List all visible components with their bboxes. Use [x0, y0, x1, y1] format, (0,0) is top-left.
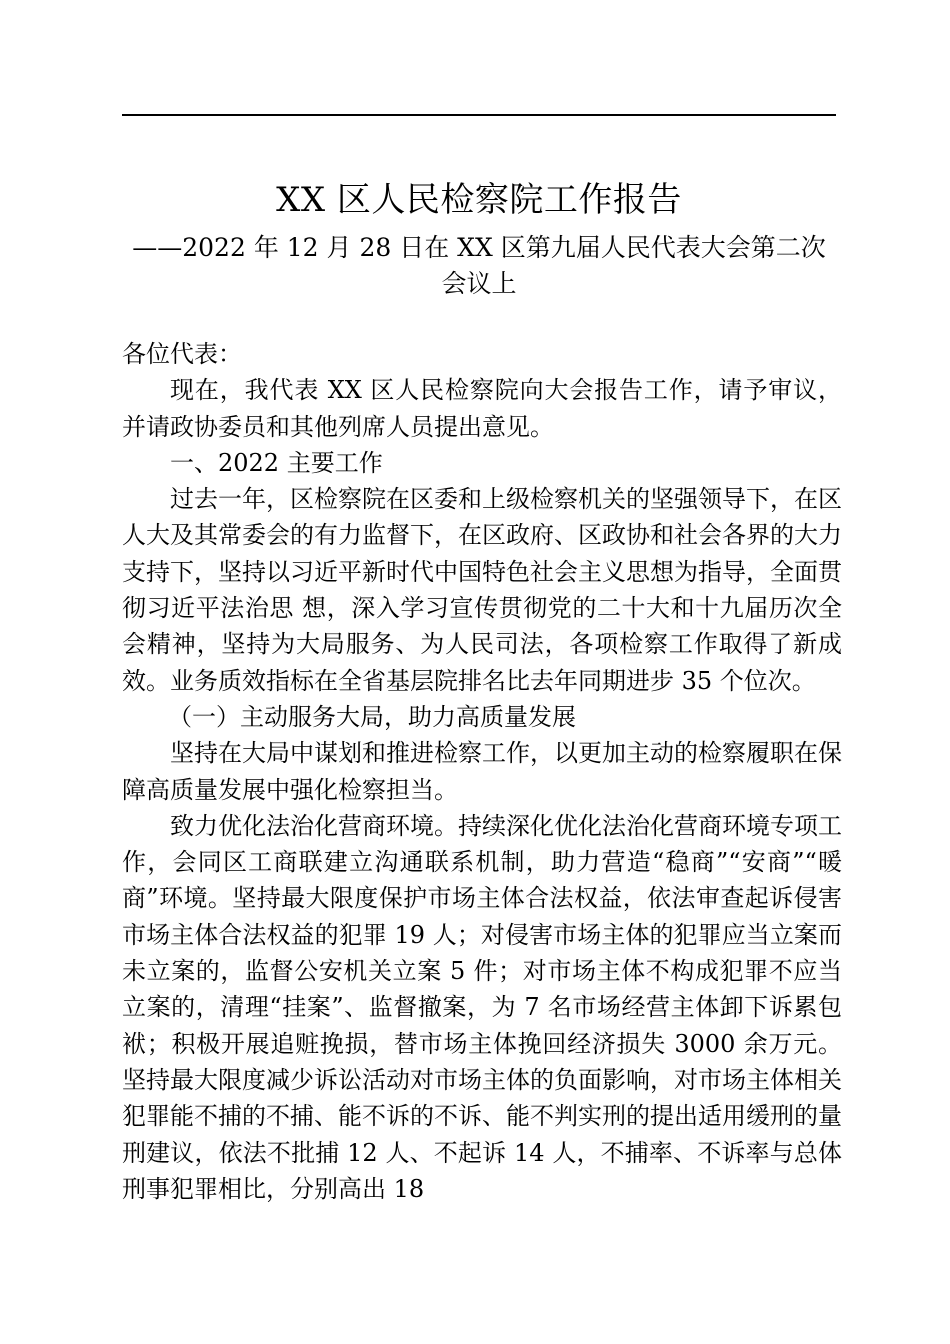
document-subtitle: ——2022 年 12 月 28 日在 XX 区第九届人民代表大会第二次会议上: [132, 233, 826, 298]
paragraph-overview: 过去一年，区检察院在区委和上级检察机关的坚强领导下，在区人大及其常委会的有力监督下，在区政府、区政协和社会各界的大力支持下，坚持以习近平新时代中国特色社会主义思想为指导，全面贯彻习近平法治思 想，深入学习宣传贯彻党的二十大和十九届历次全会精神，坚持为大局服务、为人民司法，各项检察工作取得了新成效。业务质效指标在全省基层院排名比去年同期进步 35 个位次。: [122, 485, 842, 695]
header-rule: [122, 114, 836, 116]
paragraph-intro: 现在，我代表 XX 区人民检察院向大会报告工作，请予审议，并请政协委员和其他列席人员提出意见。: [122, 376, 842, 441]
document-body: [122, 336, 842, 1207]
salutation: 各位代表：: [122, 340, 242, 368]
paragraph-service: 坚持在大局中谋划和推进检察工作，以更加主动的检察履职在保障高质量发展中强化检察担当。: [122, 739, 842, 804]
section-heading: 一、2022 主要工作: [170, 448, 383, 477]
paragraph-business-environment: 致力优化法治化营商环境。持续深化优化法治化营商环境专项工作，会同区工商联建立沟通联系机制，助力营造“稳商”“安商”“暖商”环境。坚持最大限度保护市场主体合法权益，依法审查起诉侵害市场主体合法权益的犯罪 19 人；对侵害市场主体的犯罪应当立案而未立案的，监督公安机关立案 5 件；对市场主体不构成犯罪不应当立案的，清理“挂案”、监督撤案，为 7 名市场经营主体卸下诉累包袱；积极开展追赃挽损，替市场主体挽回经济损失 3000 余万元。坚持最大限度减少诉讼活动对市场主体的负面影响，对市场主体相关犯罪能不捕的不捕、能不诉的不诉、能不判实刑的提出适用缓刑的量刑建议，依法不批捕 12 人、不起诉 14 人，不捕率、不诉率与总体刑事犯罪相比，分别高出 18: [122, 811, 842, 1203]
subsection-heading: （一）主动服务大局，助力高质量发展: [168, 702, 576, 731]
document-title: XX 区人民检察院工作报告: [276, 180, 682, 220]
